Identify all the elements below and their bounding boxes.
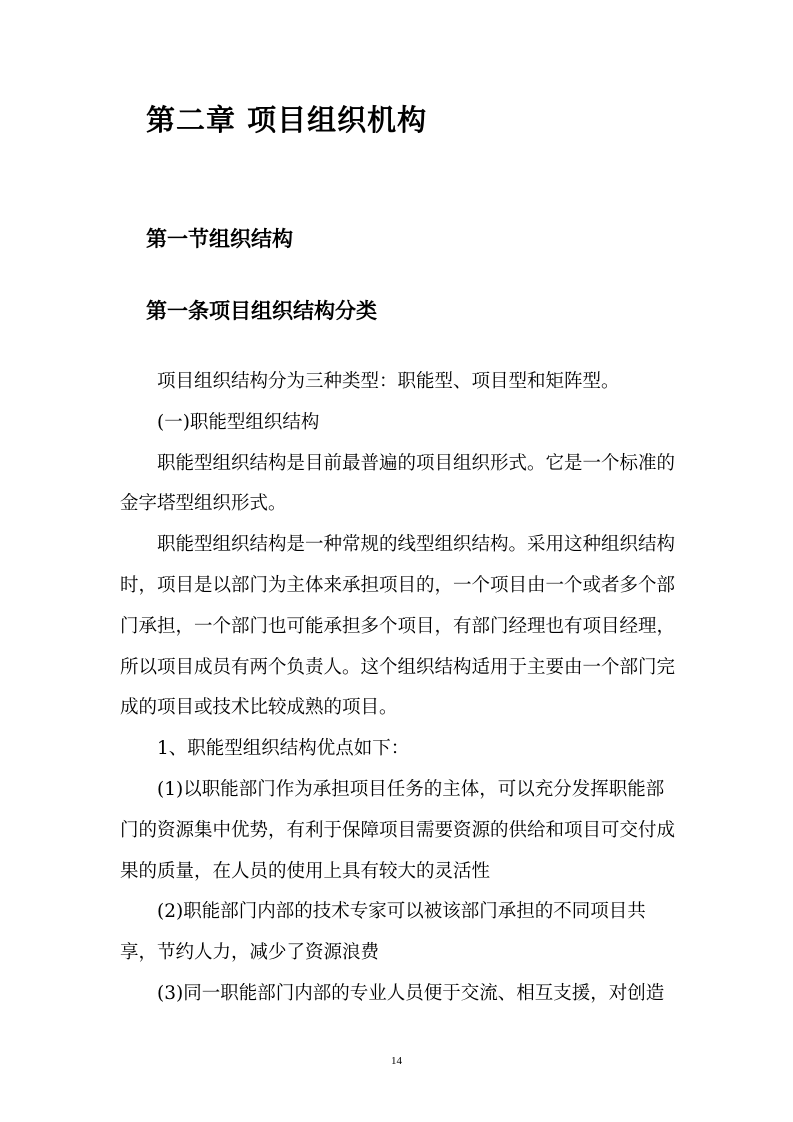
paragraph: 职能型组织结构是目前最普遍的项目组织形式。它是一个标准的金字塔型组织形式。 [120, 452, 676, 515]
body-text [120, 362, 680, 1015]
article-title: 第一条项目组织结构分类 [146, 298, 377, 323]
paragraph: 项目组织结构分为三种类型：职能型、项目型和矩阵型。 [157, 371, 620, 392]
chapter-title: 第二章 项目组织机构 [146, 103, 428, 137]
section-title: 第一节组织结构 [146, 226, 293, 251]
paragraph: (一)职能型组织结构 [157, 411, 320, 433]
paragraph: (3)同一职能部门内部的专业人员便于交流、相互支援，对创造 [157, 982, 665, 1004]
paragraph: 职能型组织结构是一种常规的线型组织结构。采用这种组织结构时，项目是以部门为主体来承担项目的，一个项目由一个或者多个部门承担，一个部门也可能承担多个项目，有部门经理也有项目经理，所以项目成员有两个负责人。这个组织结构适用于主要由一个部门完成的项目或技术比较成熟的项目。 [120, 534, 676, 719]
page-number: 14 [391, 1055, 402, 1067]
paragraph: (2)职能部门内部的技术专家可以被该部门承担的不同项目共享，节约人力，减少了资源浪费 [120, 901, 646, 964]
paragraph: (1)以职能部门作为承担项目任务的主体，可以充分发挥职能部门的资源集中优势，有利于保障项目需要资源的供给和项目可交付成果的质量，在人员的使用上具有较大的灵活性 [120, 778, 676, 882]
paragraph: 1、职能型组织结构优点如下： [157, 738, 410, 760]
